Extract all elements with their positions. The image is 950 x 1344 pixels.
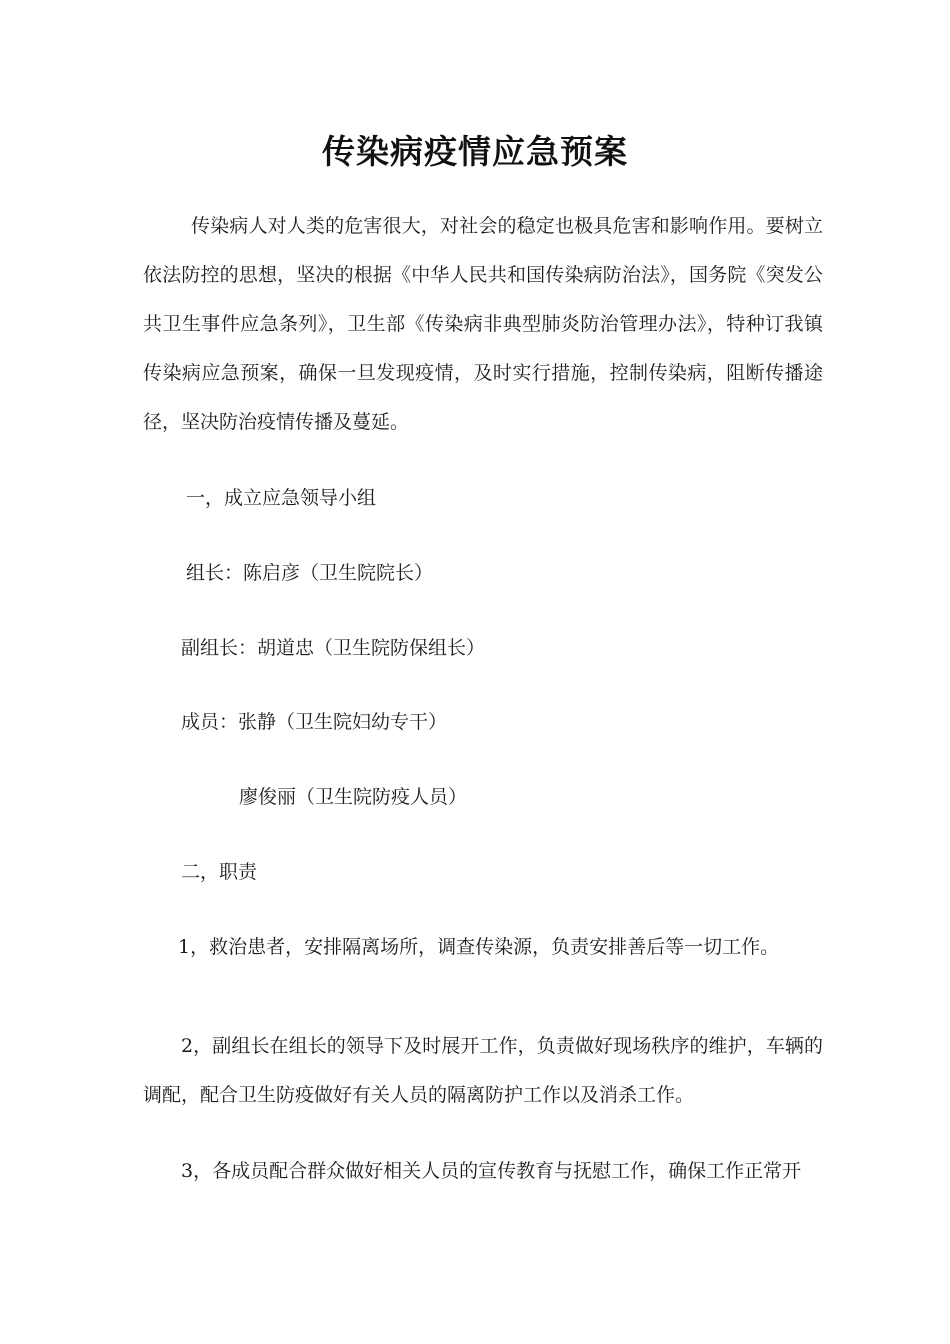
section2-heading: 二，职责 (181, 861, 258, 883)
intro-paragraph: 传染病人对人类的危害很大，对社会的稳定也极具危害和影响作用。要树立依法防控的思想，坚决的根据《中华人民共和国传染病防治法》，国务院《突发公共卫生事件应急条列》，卫生部《传染病非典型肺炎防治管理办法》，特种订我镇传染病应急预案，确保一旦发现疫情，及时实行措施，控制传染病，阻断传播途径，坚决防治疫情传播及蔓延。 (143, 215, 823, 433)
member-line-1: 成员：张静（卫生院妇幼专干） (181, 711, 448, 733)
section1-heading: 一，成立应急领导小组 (186, 487, 377, 509)
member-line-2: 廖俊丽（卫生院防疫人员） (239, 786, 468, 808)
duty-item-1: 1，救治患者，安排隔离场所，调查传染源，负责安排善后等一切工作。 (178, 936, 780, 958)
document-title: 传染病疫情应急预案 (322, 132, 628, 171)
duty-item-2: 2，副组长在组长的领导下及时展开工作，负责做好现场秩序的维护，车辆的调配，配合卫生防疫做好有关人员的隔离防护工作以及消杀工作。 (143, 1035, 823, 1106)
deputy-leader-line: 副组长：胡道忠（卫生院防保组长） (181, 637, 486, 659)
duty-item-3: 3，各成员配合群众做好相关人员的宣传教育与抚慰工作，确保工作正常开 (181, 1160, 802, 1182)
leader-line: 组长：陈启彦（卫生院院长） (186, 562, 434, 584)
